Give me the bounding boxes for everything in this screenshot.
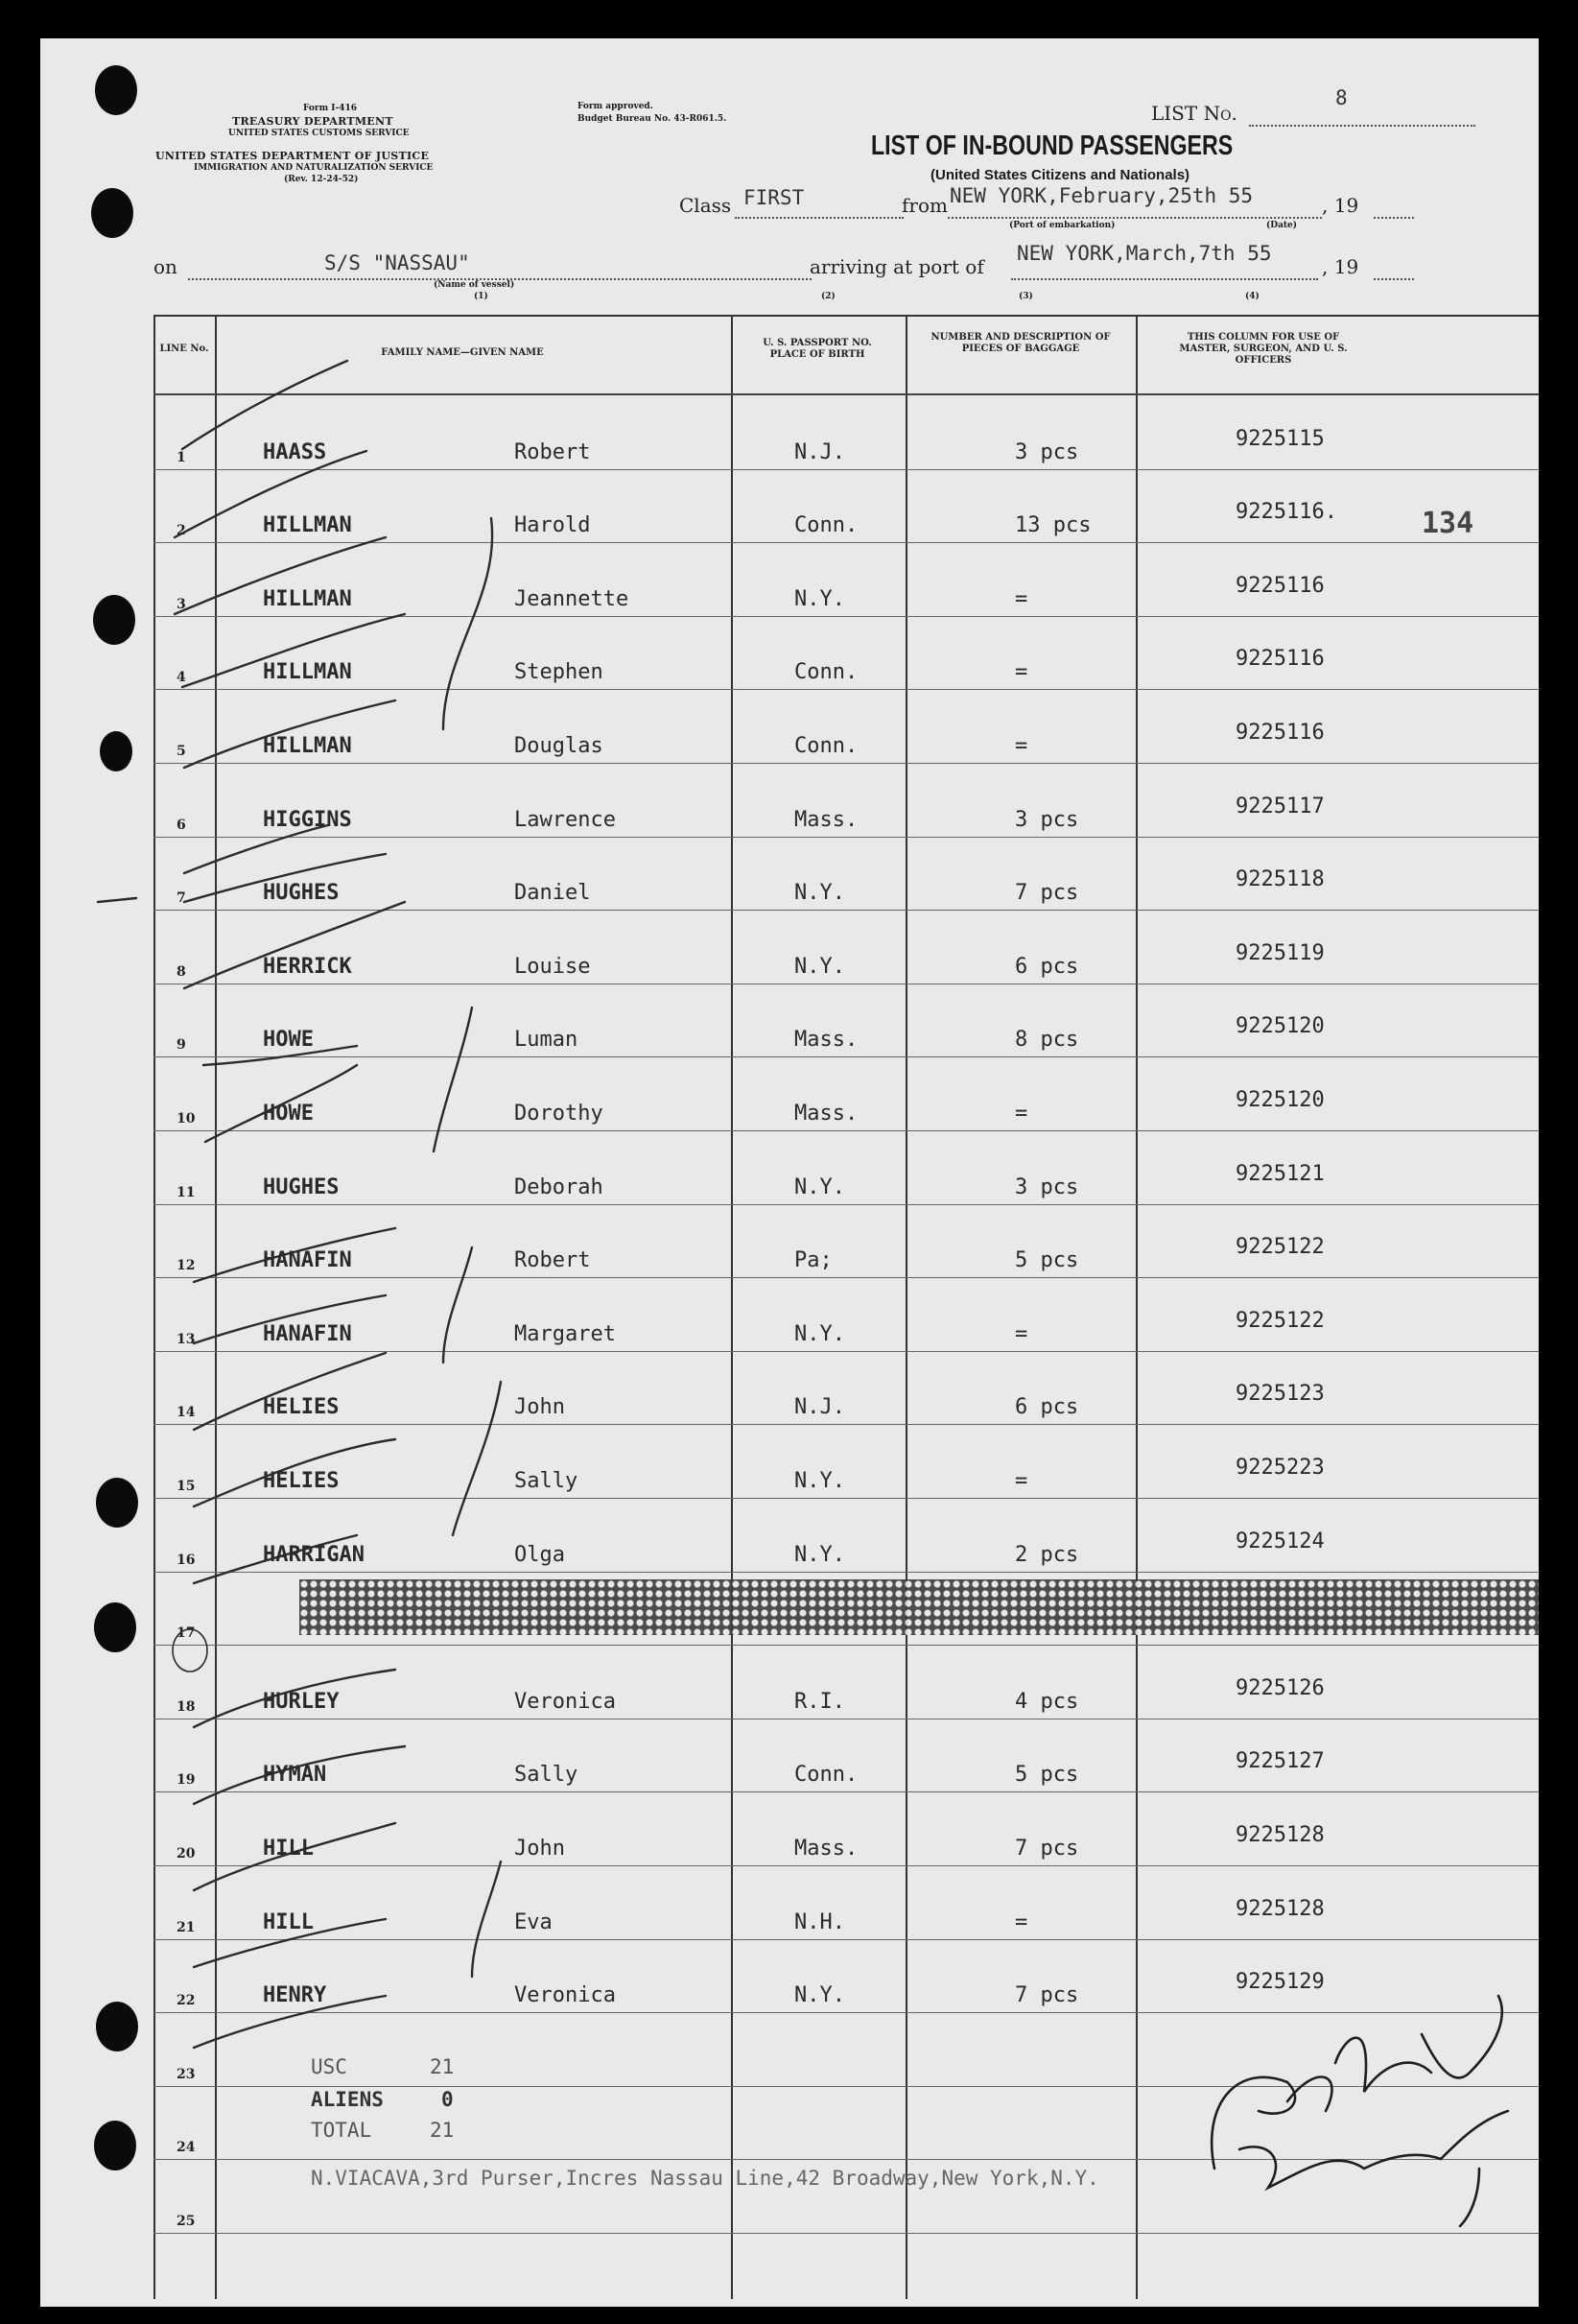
place-of-birth: R.I. <box>794 1690 845 1714</box>
family-name: HAASS <box>263 440 327 464</box>
family-name: HILLMAN <box>263 660 352 684</box>
officer-number: 9225123 <box>1236 1382 1325 1406</box>
family-name: HELIES <box>263 1395 340 1419</box>
family-name: HENRY <box>263 1983 327 2007</box>
line-number: 22 <box>177 1993 196 2008</box>
line-number: 23 <box>177 2067 196 2082</box>
line-number: 4 <box>177 670 186 685</box>
baggage: = <box>1015 1102 1028 1126</box>
line-number: 13 <box>177 1332 196 1347</box>
given-name: Veronica <box>514 1690 616 1714</box>
col-num-4: (4) <box>1245 292 1260 301</box>
aliens-label: ALIENS <box>311 2088 384 2111</box>
line-number: 1 <box>177 450 186 465</box>
baggage: 5 pcs <box>1015 1248 1079 1272</box>
baggage: 6 pcs <box>1015 955 1079 979</box>
baggage: 8 pcs <box>1015 1028 1079 1052</box>
given-name: Jeannette <box>514 587 629 611</box>
officer-number: 9225116 <box>1236 647 1325 671</box>
from-year-label: , 19 <box>1322 194 1359 217</box>
given-name: Deborah <box>514 1175 603 1199</box>
col-num-2: (2) <box>821 292 836 301</box>
line-number: 15 <box>177 1479 196 1494</box>
place-of-birth: N.J. <box>794 1395 845 1419</box>
line-number: 17 <box>177 1625 196 1641</box>
usc-label: USC <box>311 2055 347 2078</box>
line-number: 7 <box>177 890 186 906</box>
port-caption: (Port of embarkation) <box>1009 221 1116 230</box>
place-of-birth: N.H. <box>794 1910 845 1934</box>
place-of-birth: Pa; <box>794 1248 833 1272</box>
line-number: 5 <box>177 744 186 759</box>
baggage: 13 pcs <box>1015 513 1092 537</box>
family-name: HIGGINS <box>263 808 352 832</box>
given-name: Sally <box>514 1469 578 1493</box>
given-name: Daniel <box>514 881 591 905</box>
officer-number: 9225127 <box>1236 1749 1325 1773</box>
officer-number: 9225128 <box>1236 1823 1325 1847</box>
page-title: LIST OF IN-BOUND PASSENGERS <box>871 130 1234 161</box>
place-of-birth: Conn. <box>794 734 859 758</box>
place-of-birth: N.Y. <box>794 1175 845 1199</box>
baggage: = <box>1015 1322 1028 1346</box>
given-name: Robert <box>514 440 591 464</box>
family-name: HOWE <box>263 1102 314 1126</box>
family-name: HILLMAN <box>263 513 352 537</box>
officer-number: 9225124 <box>1236 1530 1325 1553</box>
officer-number: 9225117 <box>1236 794 1325 818</box>
place-of-birth: Mass. <box>794 1028 859 1052</box>
officer-number: 9225223 <box>1236 1456 1325 1480</box>
vessel-caption: (Name of vessel) <box>434 280 515 290</box>
list-no-label: LIST No. <box>1151 102 1237 125</box>
officer-number: 9225116. <box>1236 500 1337 524</box>
line-number: 14 <box>177 1405 196 1420</box>
manifest-page <box>40 38 1539 2307</box>
family-name: HILL <box>263 1910 314 1934</box>
officer-number: 9225116 <box>1236 721 1325 745</box>
usc-value: 21 <box>430 2055 455 2078</box>
baggage: 3 pcs <box>1015 1175 1079 1199</box>
given-name: Eva <box>514 1910 553 1934</box>
col-num-3: (3) <box>1019 292 1033 301</box>
col-header-name: FAMILY NAME—GIVEN NAME <box>381 347 544 358</box>
vessel-col-num: (1) <box>474 292 488 301</box>
baggage: = <box>1015 1910 1028 1934</box>
family-name: HUGHES <box>263 1175 340 1199</box>
place-of-birth: Conn. <box>794 1763 859 1787</box>
given-name: Louise <box>514 955 591 979</box>
place-of-birth: Conn. <box>794 513 859 537</box>
total-label: TOTAL <box>311 2119 372 2142</box>
check-marks <box>40 38 1539 2307</box>
justice-dept: UNITED STATES DEPARTMENT OF JUSTICE <box>155 150 430 162</box>
class-label: Class <box>679 194 732 217</box>
place-of-birth: N.J. <box>794 440 845 464</box>
family-name: HILLMAN <box>263 587 352 611</box>
given-name: Lawrence <box>514 808 616 832</box>
family-name: HARRIGAN <box>263 1543 365 1567</box>
baggage: = <box>1015 734 1028 758</box>
line-number: 18 <box>177 1699 196 1715</box>
family-name: HURLEY <box>263 1690 340 1714</box>
given-name: Douglas <box>514 734 603 758</box>
family-name: HUGHES <box>263 881 340 905</box>
place-of-birth: Mass. <box>794 808 859 832</box>
ins-service: IMMIGRATION AND NATURALIZATION SERVICE <box>194 163 434 173</box>
given-name: Dorothy <box>514 1102 603 1126</box>
given-name: John <box>514 1395 565 1419</box>
given-name: Sally <box>514 1763 578 1787</box>
given-name: Margaret <box>514 1322 616 1346</box>
officer-number: 9225128 <box>1236 1897 1325 1921</box>
baggage: 7 pcs <box>1015 881 1079 905</box>
line-number: 20 <box>177 1846 196 1862</box>
line-number: 8 <box>177 964 186 980</box>
officer-number: 9225129 <box>1236 1970 1325 1994</box>
col-header-baggage: NUMBER AND DESCRIPTION OF PIECES OF BAGGAGE <box>930 332 1111 354</box>
officer-number: 9225120 <box>1236 1014 1325 1038</box>
customs-service: UNITED STATES CUSTOMS SERVICE <box>228 129 410 138</box>
given-name: John <box>514 1837 565 1861</box>
form-number: Form I-416 <box>303 104 358 113</box>
officer-number: 9225119 <box>1236 941 1325 965</box>
place-of-birth: N.Y. <box>794 1322 845 1346</box>
on-label: on <box>153 255 177 278</box>
given-name: Olga <box>514 1543 565 1567</box>
line-number: 12 <box>177 1258 196 1273</box>
col-header-line: LINE No. <box>159 344 209 354</box>
officer-number: 9225116 <box>1236 574 1325 598</box>
col-header-passport: U. S. PASSPORT NO. PLACE OF BIRTH <box>763 338 872 360</box>
from-value: NEW YORK,February,25th 55 <box>950 184 1254 207</box>
place-of-birth: Mass. <box>794 1102 859 1126</box>
line-number: 9 <box>177 1037 186 1053</box>
line-number: 19 <box>177 1772 196 1788</box>
place-of-birth: N.Y. <box>794 881 845 905</box>
line-number: 6 <box>177 818 186 833</box>
given-name: Stephen <box>514 660 603 684</box>
place-of-birth: N.Y. <box>794 1469 845 1493</box>
line-number: 24 <box>177 2140 196 2155</box>
family-name: HOWE <box>263 1028 314 1052</box>
place-of-birth: N.Y. <box>794 955 845 979</box>
col-header-officers: THIS COLUMN FOR USE OF MASTER, SURGEON, AND U. S. OFFICERS <box>1179 332 1348 366</box>
officer-number: 9225115 <box>1236 427 1325 451</box>
given-name: Luman <box>514 1028 578 1052</box>
baggage: 6 pcs <box>1015 1395 1079 1419</box>
family-name: HERRICK <box>263 955 352 979</box>
line-number: 11 <box>177 1185 196 1200</box>
arriving-value: NEW YORK,March,7th 55 <box>1017 242 1272 265</box>
revision: (Rev. 12-24-52) <box>284 175 359 184</box>
baggage: 2 pcs <box>1015 1543 1079 1567</box>
place-of-birth: N.Y. <box>794 1983 845 2007</box>
margin-note: 134 <box>1422 507 1474 540</box>
date-caption: (Date) <box>1266 221 1298 230</box>
arriving-label: arriving at port of <box>810 255 984 278</box>
line-number: 2 <box>177 523 186 538</box>
line-number: 25 <box>177 2214 196 2229</box>
baggage: 5 pcs <box>1015 1763 1079 1787</box>
total-value: 21 <box>430 2119 455 2142</box>
family-name: HILL <box>263 1837 314 1861</box>
place-of-birth: N.Y. <box>794 1543 845 1567</box>
purser-signature <box>1212 1996 1508 2226</box>
baggage: 4 pcs <box>1015 1690 1079 1714</box>
place-of-birth: N.Y. <box>794 587 845 611</box>
family-name: HANAFIN <box>263 1322 352 1346</box>
baggage: = <box>1015 660 1028 684</box>
arriving-year-label: , 19 <box>1322 255 1359 278</box>
family-name: HELIES <box>263 1469 340 1493</box>
line-number: 10 <box>177 1111 196 1126</box>
given-name: Harold <box>514 513 591 537</box>
baggage: 7 pcs <box>1015 1837 1079 1861</box>
line-number: 3 <box>177 597 186 612</box>
purser-line: N.VIACAVA,3rd Purser,Incres Nassau Line,42 Broadway,New York,N.Y. <box>311 2167 1099 2190</box>
officer-number: 9225122 <box>1236 1309 1325 1333</box>
given-name: Robert <box>514 1248 591 1272</box>
officer-number: 9225122 <box>1236 1235 1325 1259</box>
baggage: 3 pcs <box>1015 808 1079 832</box>
baggage: 3 pcs <box>1015 440 1079 464</box>
family-name: HANAFIN <box>263 1248 352 1272</box>
officer-number: 9225126 <box>1236 1676 1325 1700</box>
aliens-value: 0 <box>441 2088 454 2111</box>
baggage: = <box>1015 587 1028 611</box>
line-number: 21 <box>177 1920 196 1935</box>
vessel-value: S/S "NASSAU" <box>324 251 470 274</box>
list-no-value: 8 <box>1335 86 1348 109</box>
baggage: 7 pcs <box>1015 1983 1079 2007</box>
baggage: = <box>1015 1469 1028 1493</box>
officer-number: 9225120 <box>1236 1088 1325 1112</box>
family-name: HILLMAN <box>263 734 352 758</box>
line-number: 16 <box>177 1553 196 1568</box>
officer-number: 9225121 <box>1236 1162 1325 1186</box>
given-name: Veronica <box>514 1983 616 2007</box>
treasury-dept: TREASURY DEPARTMENT <box>232 115 393 128</box>
page-subtitle: (United States Citizens and Nationals) <box>930 167 1190 183</box>
officer-number: 9225118 <box>1236 867 1325 891</box>
place-of-birth: Mass. <box>794 1837 859 1861</box>
from-label: from <box>902 194 948 217</box>
family-name: HYMAN <box>263 1763 327 1787</box>
budget-bureau: Budget Bureau No. 43-R061.5. <box>577 114 727 124</box>
class-value: FIRST <box>743 186 805 209</box>
place-of-birth: Conn. <box>794 660 859 684</box>
form-approved: Form approved. <box>577 102 653 111</box>
